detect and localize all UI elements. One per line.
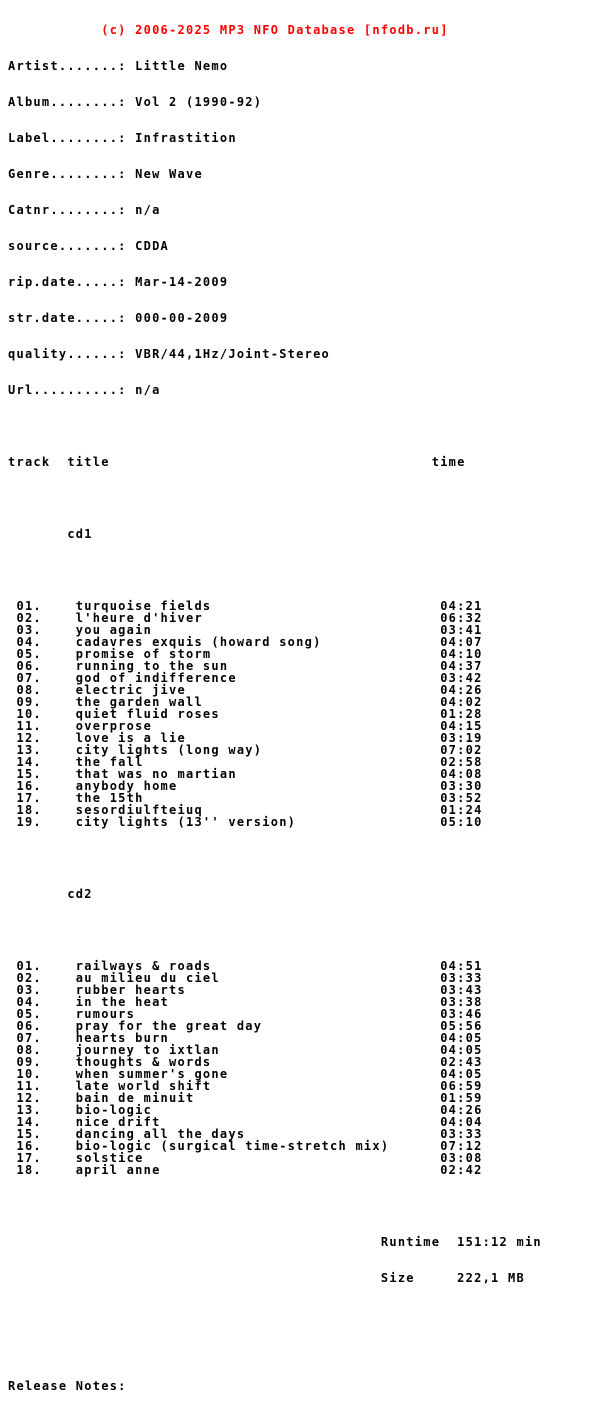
track-row: 14. the fall 02:58 bbox=[8, 755, 483, 769]
cd2-track-list bbox=[8, 960, 542, 1176]
info-line-rip-date: rip.date.....: Mar-14-2009 bbox=[8, 275, 229, 289]
info-line-source: source.......: CDDA bbox=[8, 239, 170, 253]
track-row: 13. city lights (long way) 07:02 bbox=[8, 743, 483, 757]
track-row: 10. quiet fluid roses 01:28 bbox=[8, 707, 483, 721]
blank-line bbox=[8, 924, 542, 936]
blank-line bbox=[8, 564, 542, 576]
track-row: 07. god of indifference 03:42 bbox=[8, 671, 483, 685]
track-row: 04. cadavres exquis (howard song) 04:07 bbox=[8, 635, 483, 649]
track-row: 09. the garden wall 04:02 bbox=[8, 695, 483, 709]
info-line-url: Url..........: n/a bbox=[8, 383, 161, 397]
track-row: 08. journey to ixtlan 04:05 bbox=[8, 1043, 483, 1057]
blank-line bbox=[8, 1344, 542, 1356]
info-line-album: Album........: Vol 2 (1990-92) bbox=[8, 95, 263, 109]
track-row: 01. railways & roads 04:51 bbox=[8, 959, 483, 973]
track-row: 16. bio-logic (surgical time-stretch mix) 07:12 bbox=[8, 1139, 483, 1153]
track-row: 07. hearts burn 04:05 bbox=[8, 1031, 483, 1045]
track-row: 10. when summer's gone 04:05 bbox=[8, 1067, 483, 1081]
track-row: 17. solstice 03:08 bbox=[8, 1151, 483, 1165]
track-row: 04. in the heat 03:38 bbox=[8, 995, 483, 1009]
track-row: 01. turquoise fields 04:21 bbox=[8, 599, 483, 613]
track-row: 18. april anne 02:42 bbox=[8, 1163, 483, 1177]
cd1-track-list bbox=[8, 600, 542, 828]
track-row: 09. thoughts & words 02:43 bbox=[8, 1055, 483, 1069]
track-row: 05. promise of storm 04:10 bbox=[8, 647, 483, 661]
track-row: 06. running to the sun 04:37 bbox=[8, 659, 483, 673]
track-list-header: track title time bbox=[8, 455, 466, 469]
track-row: 02. au milieu du ciel 03:33 bbox=[8, 971, 483, 985]
info-line-catnr: Catnr........: n/a bbox=[8, 203, 161, 217]
nfo-credit-line: (c) 2006-2025 MP3 NFO Database [nfodb.ru] bbox=[8, 23, 449, 37]
track-row: 03. rubber hearts 03:43 bbox=[8, 983, 483, 997]
cd1-label: cd1 bbox=[8, 527, 93, 541]
track-row: 17. the 15th 03:52 bbox=[8, 791, 483, 805]
track-row: 11. overprose 04:15 bbox=[8, 719, 483, 733]
track-row: 15. dancing all the days 03:33 bbox=[8, 1127, 483, 1141]
blank-line bbox=[8, 1200, 542, 1212]
size-line: Size 222,1 MB bbox=[8, 1271, 525, 1285]
track-row: 12. love is a lie 03:19 bbox=[8, 731, 483, 745]
nfo-document bbox=[8, 0, 542, 1404]
blank-line bbox=[8, 1308, 542, 1320]
track-row: 18. sesordiulfteiuq 01:24 bbox=[8, 803, 483, 817]
info-line-genre: Genre........: New Wave bbox=[8, 167, 203, 181]
blank-line bbox=[8, 492, 542, 504]
track-row: 06. pray for the great day 05:56 bbox=[8, 1019, 483, 1033]
blank-line bbox=[8, 420, 542, 432]
blank-line bbox=[8, 852, 542, 864]
info-line-artist: Artist.......: Little Nemo bbox=[8, 59, 229, 73]
track-row: 19. city lights (13'' version) 05:10 bbox=[8, 815, 483, 829]
release-notes-label: Release Notes: bbox=[8, 1379, 127, 1393]
track-row: 16. anybody home 03:30 bbox=[8, 779, 483, 793]
info-line-str-date: str.date.....: 000-00-2009 bbox=[8, 311, 229, 325]
track-row: 08. electric jive 04:26 bbox=[8, 683, 483, 697]
info-line-quality: quality......: VBR/44,1Hz/Joint-Stereo bbox=[8, 347, 331, 361]
track-row: 02. l'heure d'hiver 06:32 bbox=[8, 611, 483, 625]
runtime-line: Runtime 151:12 min bbox=[8, 1235, 542, 1249]
track-row: 13. bio-logic 04:26 bbox=[8, 1103, 483, 1117]
track-row: 12. bain de minuit 01:59 bbox=[8, 1091, 483, 1105]
cd2-label: cd2 bbox=[8, 887, 93, 901]
track-row: 03. you again 03:41 bbox=[8, 623, 483, 637]
track-row: 05. rumours 03:46 bbox=[8, 1007, 483, 1021]
track-row: 14. nice drift 04:04 bbox=[8, 1115, 483, 1129]
track-row: 11. late world shift 06:59 bbox=[8, 1079, 483, 1093]
info-line-label: Label........: Infrastition bbox=[8, 131, 237, 145]
track-row: 15. that was no martian 04:08 bbox=[8, 767, 483, 781]
